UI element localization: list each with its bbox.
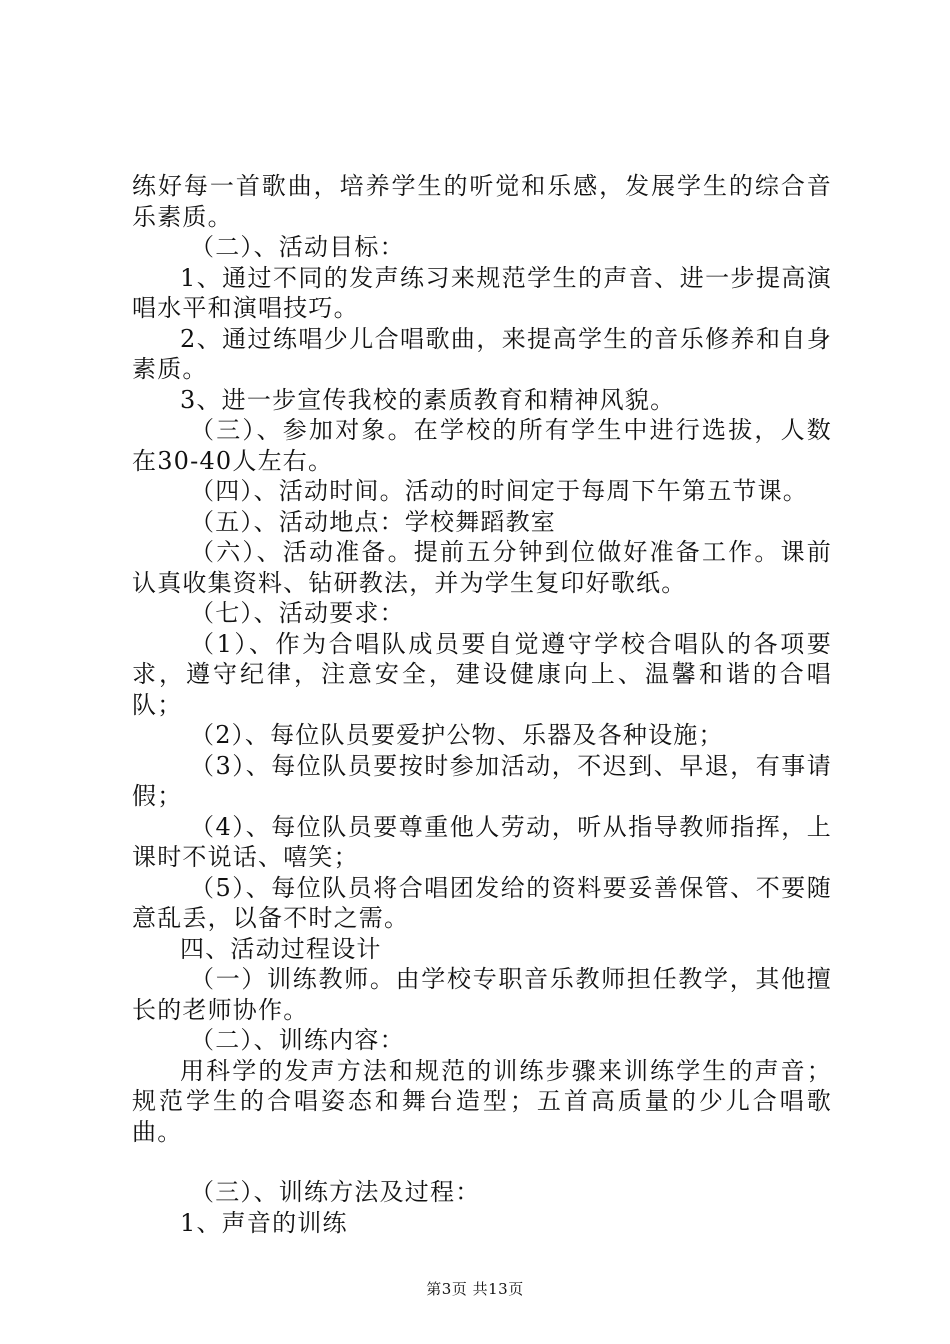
section-training-teacher: （一）训练教师。由学校专职音乐教师担任教学，其他擅长的老师协作。 (132, 965, 832, 1024)
heading-training-method: （三）、训练方法及过程： (190, 1178, 481, 1206)
section-activity-time: （四）、活动时间。活动的时间定于每周下午第五节课。 (190, 477, 808, 505)
heading-activity-requirements: （七）、活动要求： (190, 599, 405, 627)
subheading-voice-training: 1、声音的训练 (180, 1208, 348, 1237)
requirement-item-4: （4）、每位队员要尊重他人劳动，听从指导教师指挥，上课时不说话、嘻笑； (132, 812, 832, 871)
paragraph-intro-continued: 练好每一首歌曲，培养学生的听觉和乐感，发展学生的综合音乐素质。 (132, 172, 832, 231)
heading-activity-goals: （二）、活动目标： (190, 233, 405, 261)
goal-item-2: 2、通过练唱少儿合唱歌曲，来提高学生的音乐修养和自身素质。 (132, 324, 832, 383)
document-body (132, 171, 832, 1238)
requirement-item-1: （1）、作为合唱队成员要自觉遵守学校合唱队的各项要求，遵守纪律，注意安全，建设健康向上、温馨和谐的合唱队； (132, 629, 832, 719)
section-participants: （三）、参加对象。在学校的所有学生中进行选拔，人数在30-40人左右。 (132, 416, 832, 475)
section-activity-preparation: （六）、活动准备。提前五分钟到位做好准备工作。课前认真收集资料、钻研教法，并为学生复印好歌纸。 (132, 538, 832, 597)
page-footer: 第3页 共13页 (426, 1280, 524, 1298)
requirement-item-5: （5）、每位队员将合唱团发给的资料要妥善保管、不要随意乱丢，以备不时之需。 (132, 873, 832, 932)
requirement-item-2: （2）、每位队员要爱护公物、乐器及各种设施； (190, 721, 724, 749)
paragraph-spacer (132, 1147, 832, 1177)
goal-item-1: 1、通过不同的发声练习来规范学生的声音、进一步提高演唱水平和演唱技巧。 (132, 263, 832, 322)
training-content-text: 用科学的发声方法和规范的训练步骤来训练学生的声音；规范学生的合唱姿态和舞台造型；五首高质量的少儿合唱歌曲。 (132, 1056, 832, 1146)
heading-process-design: 四、活动过程设计 (180, 934, 382, 963)
section-activity-location: （五）、活动地点：学校舞蹈教室 (190, 507, 556, 536)
heading-training-content: （二）、训练内容： (190, 1026, 405, 1054)
requirement-item-3: （3）、每位队员要按时参加活动，不迟到、早退，有事请假； (132, 751, 832, 810)
goal-item-3: 3、进一步宣传我校的素质教育和精神风貌。 (180, 385, 676, 414)
